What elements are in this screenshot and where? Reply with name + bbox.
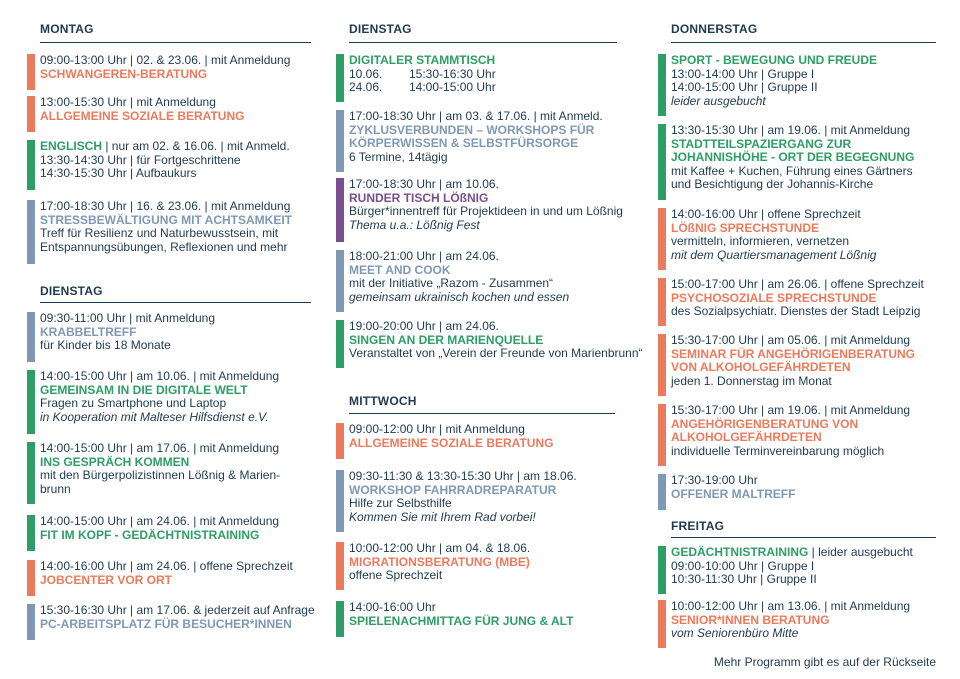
event-sport	[658, 54, 944, 116]
event-title: SPIELENACHMITTAG FÜR JUNG & ALT	[349, 613, 574, 628]
event-meta: 15:30-17:00 Uhr | am 19.06. | mit Anmeldung	[671, 403, 911, 417]
event-date: 10.06.	[349, 66, 383, 81]
event-meta: 13:30-15:30 Uhr | am 19.06. | mit Anmeldung	[671, 123, 911, 137]
event-title: INS GESPRÄCH KOMMEN	[40, 454, 190, 469]
event-meta: 14:00-15:00 Uhr | am 17.06. | mit Anmeldung	[40, 441, 280, 455]
event-title: ALKOHOLGEFÄHRDETEN	[671, 430, 822, 445]
event-angehoerigenberatung	[658, 404, 944, 466]
event-line: mit dem Quartiersmanagement Lößnig	[671, 247, 877, 262]
event-meta: 17:00-18:30 Uhr | am 10.06.	[349, 177, 499, 191]
event-title: OFFENER MALTREFF	[671, 486, 796, 501]
event-title: PSYCHOSOZIALE SPRECHSTUNDE	[671, 290, 877, 305]
event-stadtteilspaziergang	[658, 124, 944, 200]
event-meta: 17:00-18:30 Uhr | am 03. & 17.06. | mit Anmeld.	[349, 109, 603, 123]
event-meta: 10:00-12:00 Uhr | am 04. & 18.06.	[349, 541, 531, 555]
event-allgemeine-soziale-beratung	[27, 96, 311, 132]
event-singen	[336, 319, 643, 368]
event-line: brunn	[40, 481, 71, 496]
event-pc-arbeitsplatz	[27, 603, 315, 640]
event-title: GEMEINSAM IN DIE DIGITALE WELT	[40, 382, 248, 397]
event-title: SPORT - BEWEGUNG UND FREUDE	[671, 53, 878, 67]
event-line: individuelle Terminvereinbarung möglich	[671, 443, 885, 458]
event-englisch	[27, 140, 311, 190]
event-digitaler-stammtisch	[336, 54, 640, 102]
event-title: SENIOR*INNEN BERATUNG	[671, 612, 830, 627]
event-title: JOHANNISHÖHE - ORT DER BEGEGNUNG	[671, 150, 915, 165]
event-title: RUNDER TISCH LÖßNIG	[349, 190, 489, 205]
divider	[40, 302, 311, 303]
event-line: für Kinder bis 18 Monate	[40, 338, 171, 353]
event-line: Treff für Resilienz und Naturbewusstsein, mit	[40, 226, 279, 241]
event-line: Thema u.a.: Lößnig Fest	[349, 217, 480, 232]
event-time: 14:00-15:00 Uhr	[409, 80, 496, 95]
event-line: mit Kaffee + Kuchen, Führung eines Gärtners	[671, 163, 913, 178]
event-title: ALLGEMEINE SOZIALE BERATUNG	[40, 108, 245, 123]
event-line: 10:30-11:30 Uhr | Gruppe II	[671, 572, 817, 587]
event-time: 15:30-16:30 Uhr	[409, 66, 496, 81]
event-line: 13:30-14:30 Uhr | für Fortgeschrittene	[40, 152, 241, 167]
event-line: 14:00-15:00 Uhr | Gruppe II	[671, 80, 818, 95]
event-line: des Sozialpsychiatr. Dienstes der Stadt Leipzig	[671, 304, 921, 319]
event-meta: 18:00-21:00 Uhr | am 24.06.	[349, 249, 499, 263]
divider	[40, 42, 311, 43]
event-meta: | nur am 02. & 16.06. | mit Anmeld.	[102, 139, 290, 153]
event-title: KÖRPERWISSEN & SELBSTFÜRSORGE	[349, 136, 579, 151]
footer-note: Mehr Programm gibt es auf der Rückseite	[713, 655, 936, 669]
event-title: MIGRATIONSBERATUNG (MBE)	[349, 554, 530, 569]
event-fahrradreparatur	[336, 470, 640, 532]
event-line: Kommen Sie mit Ihrem Rad vorbei!	[349, 509, 536, 524]
event-meta: 09:30-11:30 & 13:30-15:30 Uhr | am 18.06.	[349, 469, 577, 483]
event-line: jeden 1. Donnerstag im Monat	[671, 373, 832, 388]
event-title: DIGITALER STAMMTISCH	[349, 53, 496, 67]
event-stressbewaeltigung	[27, 200, 311, 264]
event-title: SEMINAR FÜR ANGEHÖRIGENBERATUNG	[671, 346, 916, 361]
event-meta: | leider ausgebucht	[808, 545, 913, 559]
event-meta: 13:00-15:30 Uhr | mit Anmeldung	[40, 95, 216, 109]
event-allgemeine-soziale-beratung-mi	[336, 423, 640, 459]
event-title: ENGLISCH	[40, 139, 103, 153]
event-meta: 14:00-16:00 Uhr | am 24.06. | offene Sprechzeit	[40, 559, 293, 573]
event-line: Veranstaltet von „Verein der Freunde von Marienbrunn“	[349, 346, 643, 361]
event-loessnig-sprechstunde	[658, 208, 944, 270]
day-heading-dienstag: DIENSTAG	[40, 284, 103, 298]
event-title: MEET AND COOK	[349, 262, 451, 277]
event-spielenachmittag	[336, 601, 640, 637]
event-seminar-angehoerigenberatung	[658, 334, 944, 396]
event-title: ANGEHÖRIGENBERATUNG VON	[671, 416, 859, 431]
event-meta: 17:30-19:00 Uhr	[671, 473, 758, 487]
event-line: Entspannungsübungen, Reflexionen und mehr	[40, 239, 288, 254]
day-heading-montag: MONTAG	[40, 22, 94, 36]
divider	[349, 42, 617, 43]
event-meta: 19:00-20:00 Uhr | am 24.06.	[349, 319, 499, 333]
event-meta: 10:00-12:00 Uhr | am 13.06. | mit Anmeldung	[671, 599, 911, 613]
event-digitale-welt	[27, 370, 311, 434]
event-title: VON ALKOHOLGEFÄHRDETEN	[671, 360, 851, 375]
event-title: PC-ARBEITSPLATZ FÜR BESUCHER*INNEN	[40, 616, 292, 631]
event-meta: 09:00-13:00 Uhr | 02. & 23.06. | mit Anmeldung	[40, 53, 291, 67]
event-title: JOBCENTER VOR ORT	[40, 572, 173, 587]
event-line: vom Seniorenbüro Mitte	[671, 626, 799, 641]
event-title: LÖßNIG SPRECHSTUNDE	[671, 220, 820, 235]
event-line: Fragen zu Smartphone und Laptop	[40, 396, 227, 411]
event-line: Hilfe zur Selbsthilfe	[349, 496, 452, 511]
event-gedaechtnistraining	[658, 546, 944, 594]
event-krabbeltreff	[27, 312, 311, 362]
event-jobcenter	[27, 560, 311, 596]
event-line: gemeinsam ukrainisch kochen und essen	[349, 289, 570, 304]
event-meta: 14:00-15:00 Uhr | am 10.06. | mit Anmeldung	[40, 369, 280, 383]
event-fit-im-kopf	[27, 515, 311, 551]
event-migrationsberatung	[336, 542, 640, 590]
event-title: STADTTEILSPAZIERGANG ZUR	[671, 136, 852, 151]
event-meta: 17:00-18:30 Uhr | 16. & 23.06. | mit Anmeldung	[40, 199, 291, 213]
event-line: leider ausgebucht	[671, 93, 766, 108]
event-title: SCHWANGEREN-BERATUNG	[40, 66, 208, 81]
event-meta: 09:00-12:00 Uhr | mit Anmeldung	[349, 422, 525, 436]
event-meta: 14:00-16:00 Uhr | offene Sprechzeit	[671, 207, 861, 221]
event-title: KRABBELTREFF	[40, 324, 137, 339]
event-date: 24.06.	[349, 80, 383, 95]
event-line: mit den Bürgerpolizistinnen Lößnig & Marien-	[40, 468, 281, 483]
event-title: STRESSBEWÄLTIGUNG MIT ACHTSAMKEIT	[40, 212, 292, 227]
day-heading-freitag: FREITAG	[671, 519, 725, 533]
event-seniorinnen-beratung	[658, 600, 944, 648]
event-meta: 09:30-11:00 Uhr | mit Anmeldung	[40, 311, 215, 325]
day-heading-donnerstag: DONNERSTAG	[671, 22, 758, 36]
event-ins-gespraech-kommen	[27, 442, 311, 504]
event-meta: 15:30-16:30 Uhr | am 17.06. & jederzeit auf Anfrage	[40, 603, 315, 617]
event-title: ALLGEMEINE SOZIALE BERATUNG	[349, 435, 554, 450]
event-line: 6 Termine, 14tägig	[349, 149, 448, 164]
event-meet-and-cook	[336, 250, 640, 312]
event-title: GEDÄCHTNISTRAINING	[671, 545, 809, 559]
event-psychosoziale-sprechstunde	[658, 278, 944, 326]
event-title: ZYKLUSVERBUNDEN – WORKSHOPS FÜR	[349, 122, 595, 137]
event-line: offene Sprechzeit	[349, 568, 443, 583]
event-line: 13:00-14:00 Uhr | Gruppe I	[671, 66, 815, 81]
divider	[349, 413, 615, 414]
event-runder-tisch	[336, 178, 640, 242]
day-heading-mittwoch: MITTWOCH	[349, 394, 417, 408]
event-title: SINGEN AN DER MARIENQUELLE	[349, 332, 544, 347]
event-line: vermitteln, informieren, vernetzen	[671, 234, 850, 249]
event-line: 14:30-15:30 Uhr | Aufbaukurs	[40, 166, 197, 181]
event-line: mit der Initiative „Razom - Zusammen“	[349, 276, 554, 291]
divider	[671, 537, 936, 538]
event-zyklusverbunden	[336, 110, 640, 172]
day-heading-dienstag: DIENSTAG	[349, 22, 412, 36]
event-line: in Kooperation mit Malteser Hilfsdienst e.V.	[40, 409, 269, 424]
event-meta: 15:00-17:00 Uhr | am 26.06. | offene Sprechzeit	[671, 277, 924, 291]
event-title: WORKSHOP FAHRRADREPARATUR	[349, 482, 557, 497]
divider	[671, 42, 936, 43]
event-offener-maltreff	[658, 474, 944, 510]
event-line: Bürger*innentreff für Projektideen in und um Lößnig	[349, 204, 623, 219]
event-schwangeren-beratung	[27, 54, 311, 90]
event-meta: 14:00-16:00 Uhr	[349, 600, 436, 614]
event-line: und Besichtigung der Johannis-Kirche	[671, 177, 874, 192]
event-meta: 15:30-17:00 Uhr | am 05.06. | mit Anmeldung	[671, 333, 911, 347]
event-meta: 14:00-15:00 Uhr | am 24.06. | mit Anmeldung	[40, 514, 280, 528]
event-line: 09:00-10:00 Uhr | Gruppe I	[671, 558, 815, 573]
event-title: FIT IM KOPF - GEDÄCHTNISTRAINING	[40, 527, 260, 542]
